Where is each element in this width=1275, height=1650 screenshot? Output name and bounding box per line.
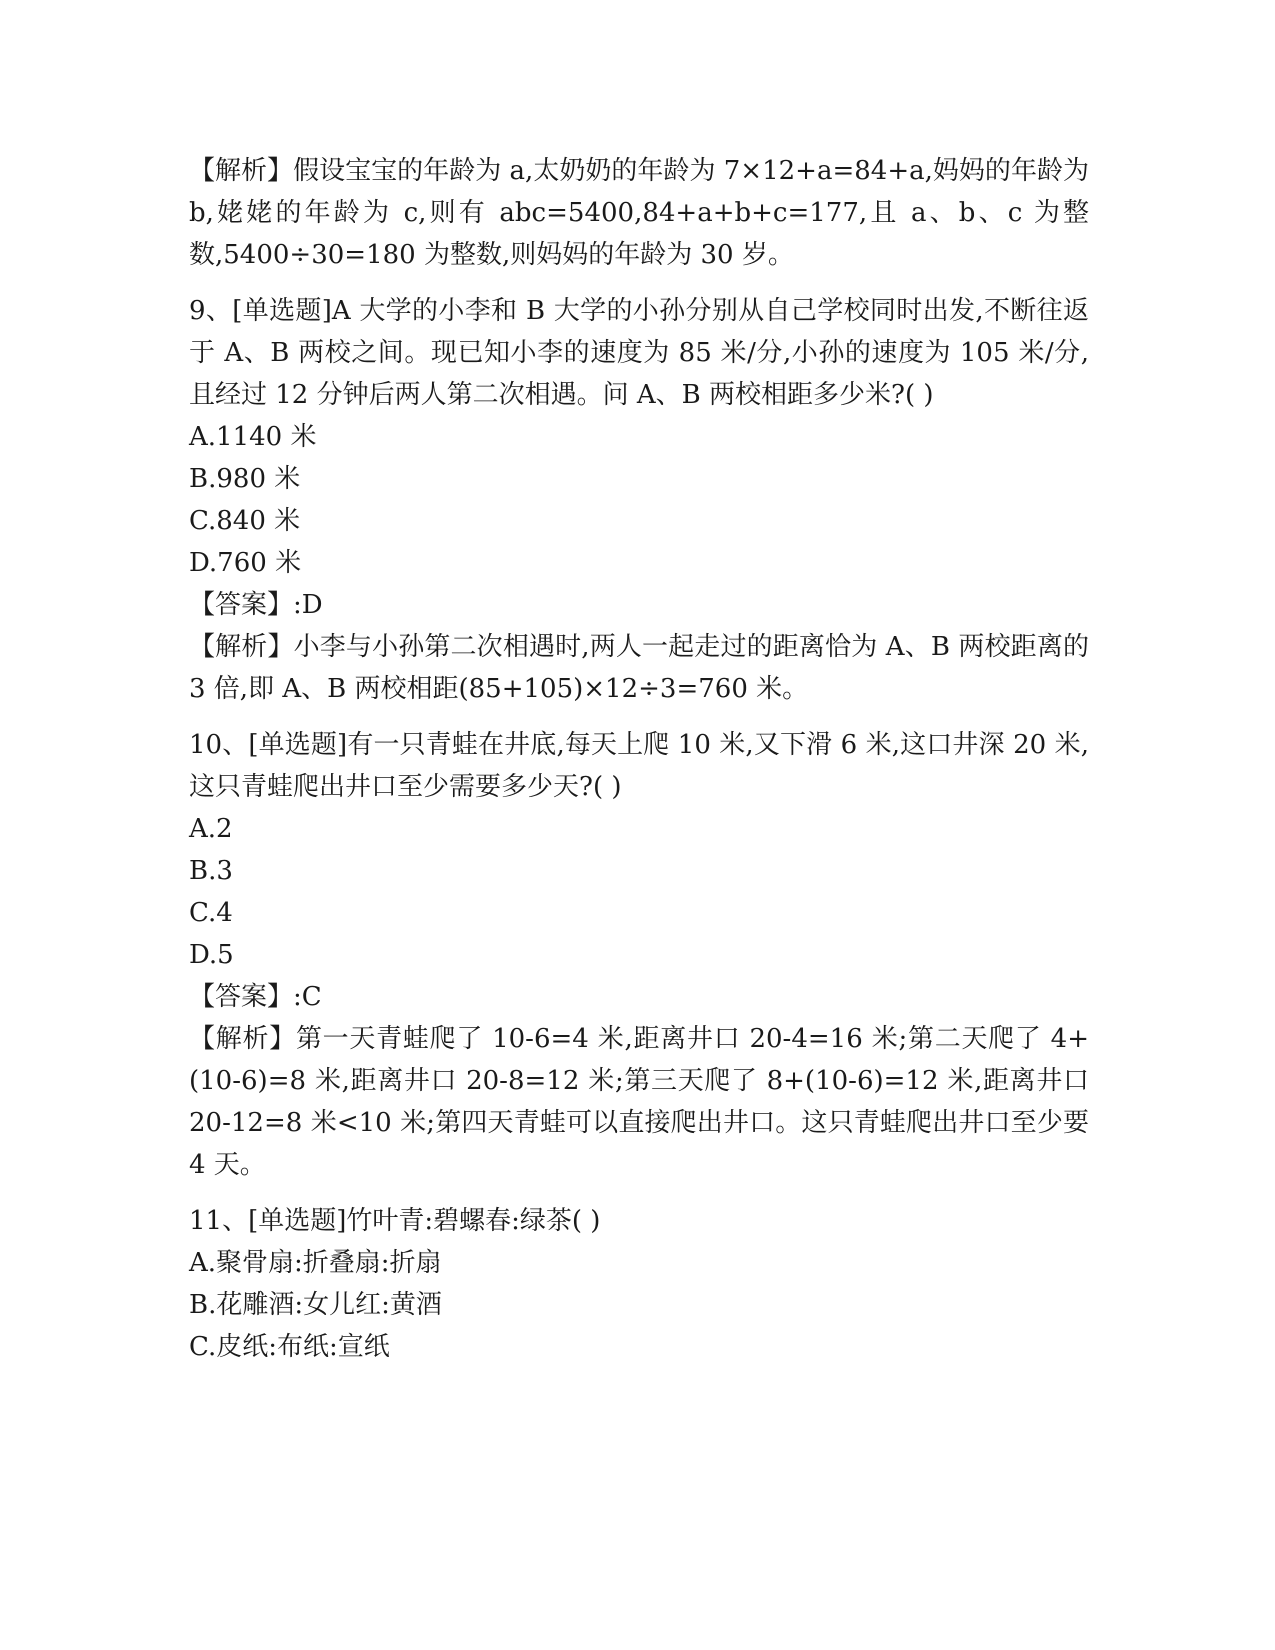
q10-stem: 10、[单选题]有一只青蛙在井底,每天上爬 10 米,又下滑 6 米,这口井深 20 米,这只青蛙爬出井口至少需要多少天?( ) [189,730,1089,802]
q10-option-c: C.4 [189,898,233,928]
q9-option-a: A.1140 米 [189,422,317,452]
q10-analysis [189,1018,1089,1186]
analysis-text: 第一天青蛙爬了 10-6=4 米,距离井口 20-4=16 米;第二天爬了 4+(10-6)=8 米,距离井口 20-8=12 米;第三天爬了 8+(10-6)=12 米,距离井口 20-12=8 米<10 米;第四天青蛙可以直接爬出井口。这只青蛙爬出井口至少要 4 天。 [189,1024,1089,1180]
q9-answer [189,584,1089,626]
q9-option-c: C.840 米 [189,506,301,536]
q9-option-b: B.980 米 [189,464,301,494]
answer-value: :D [293,590,323,620]
q10-answer [189,976,1089,1018]
q11-option-a: A.聚骨扇:折叠扇:折扇 [189,1248,442,1278]
analysis-text: 小李与小孙第二次相遇时,两人一起走过的距离恰为 A、B 两校距离的 3 倍,即 A、B 两校相距(85+105)×12÷3=760 米。 [189,632,1089,704]
analysis-label: 【解析】 [189,1024,296,1054]
q11-stem: 11、[单选题]竹叶青:碧螺春:绿茶( ) [189,1206,601,1236]
answer-label: 【答案】 [189,590,294,620]
q8-analysis [189,150,1089,276]
q10-option-d: D.5 [189,940,234,970]
analysis-text: 假设宝宝的年龄为 a,太奶奶的年龄为 7×12+a=84+a,妈妈的年龄为 b,姥姥的年龄为 c,则有 abc=5400,84+a+b+c=177,且 a、b、c 为整数,5400÷30=180 为整数,则妈妈的年龄为 30 岁。 [189,156,1089,270]
q11-option-c: C.皮纸:布纸:宣纸 [189,1332,390,1362]
analysis-label: 【解析】 [189,632,294,662]
answer-label: 【答案】 [189,982,294,1012]
q9-option-d: D.760 米 [189,548,302,578]
q10-option-a: A.2 [189,814,233,844]
q10-option-b: B.3 [189,856,233,886]
q11-option-b: B.花雕酒:女儿红:黄酒 [189,1290,442,1320]
analysis-label: 【解析】 [189,156,294,186]
answer-value: :C [293,982,322,1012]
page-content [189,150,1089,1368]
q9-analysis [189,626,1089,710]
q9-stem: 9、[单选题]A 大学的小李和 B 大学的小孙分别从自己学校同时出发,不断往返于 A、B 两校之间。现已知小李的速度为 85 米/分,小孙的速度为 105 米/分,且经过 12 分钟后两人第二次相遇。问 A、B 两校相距多少米?( ) [189,296,1089,410]
